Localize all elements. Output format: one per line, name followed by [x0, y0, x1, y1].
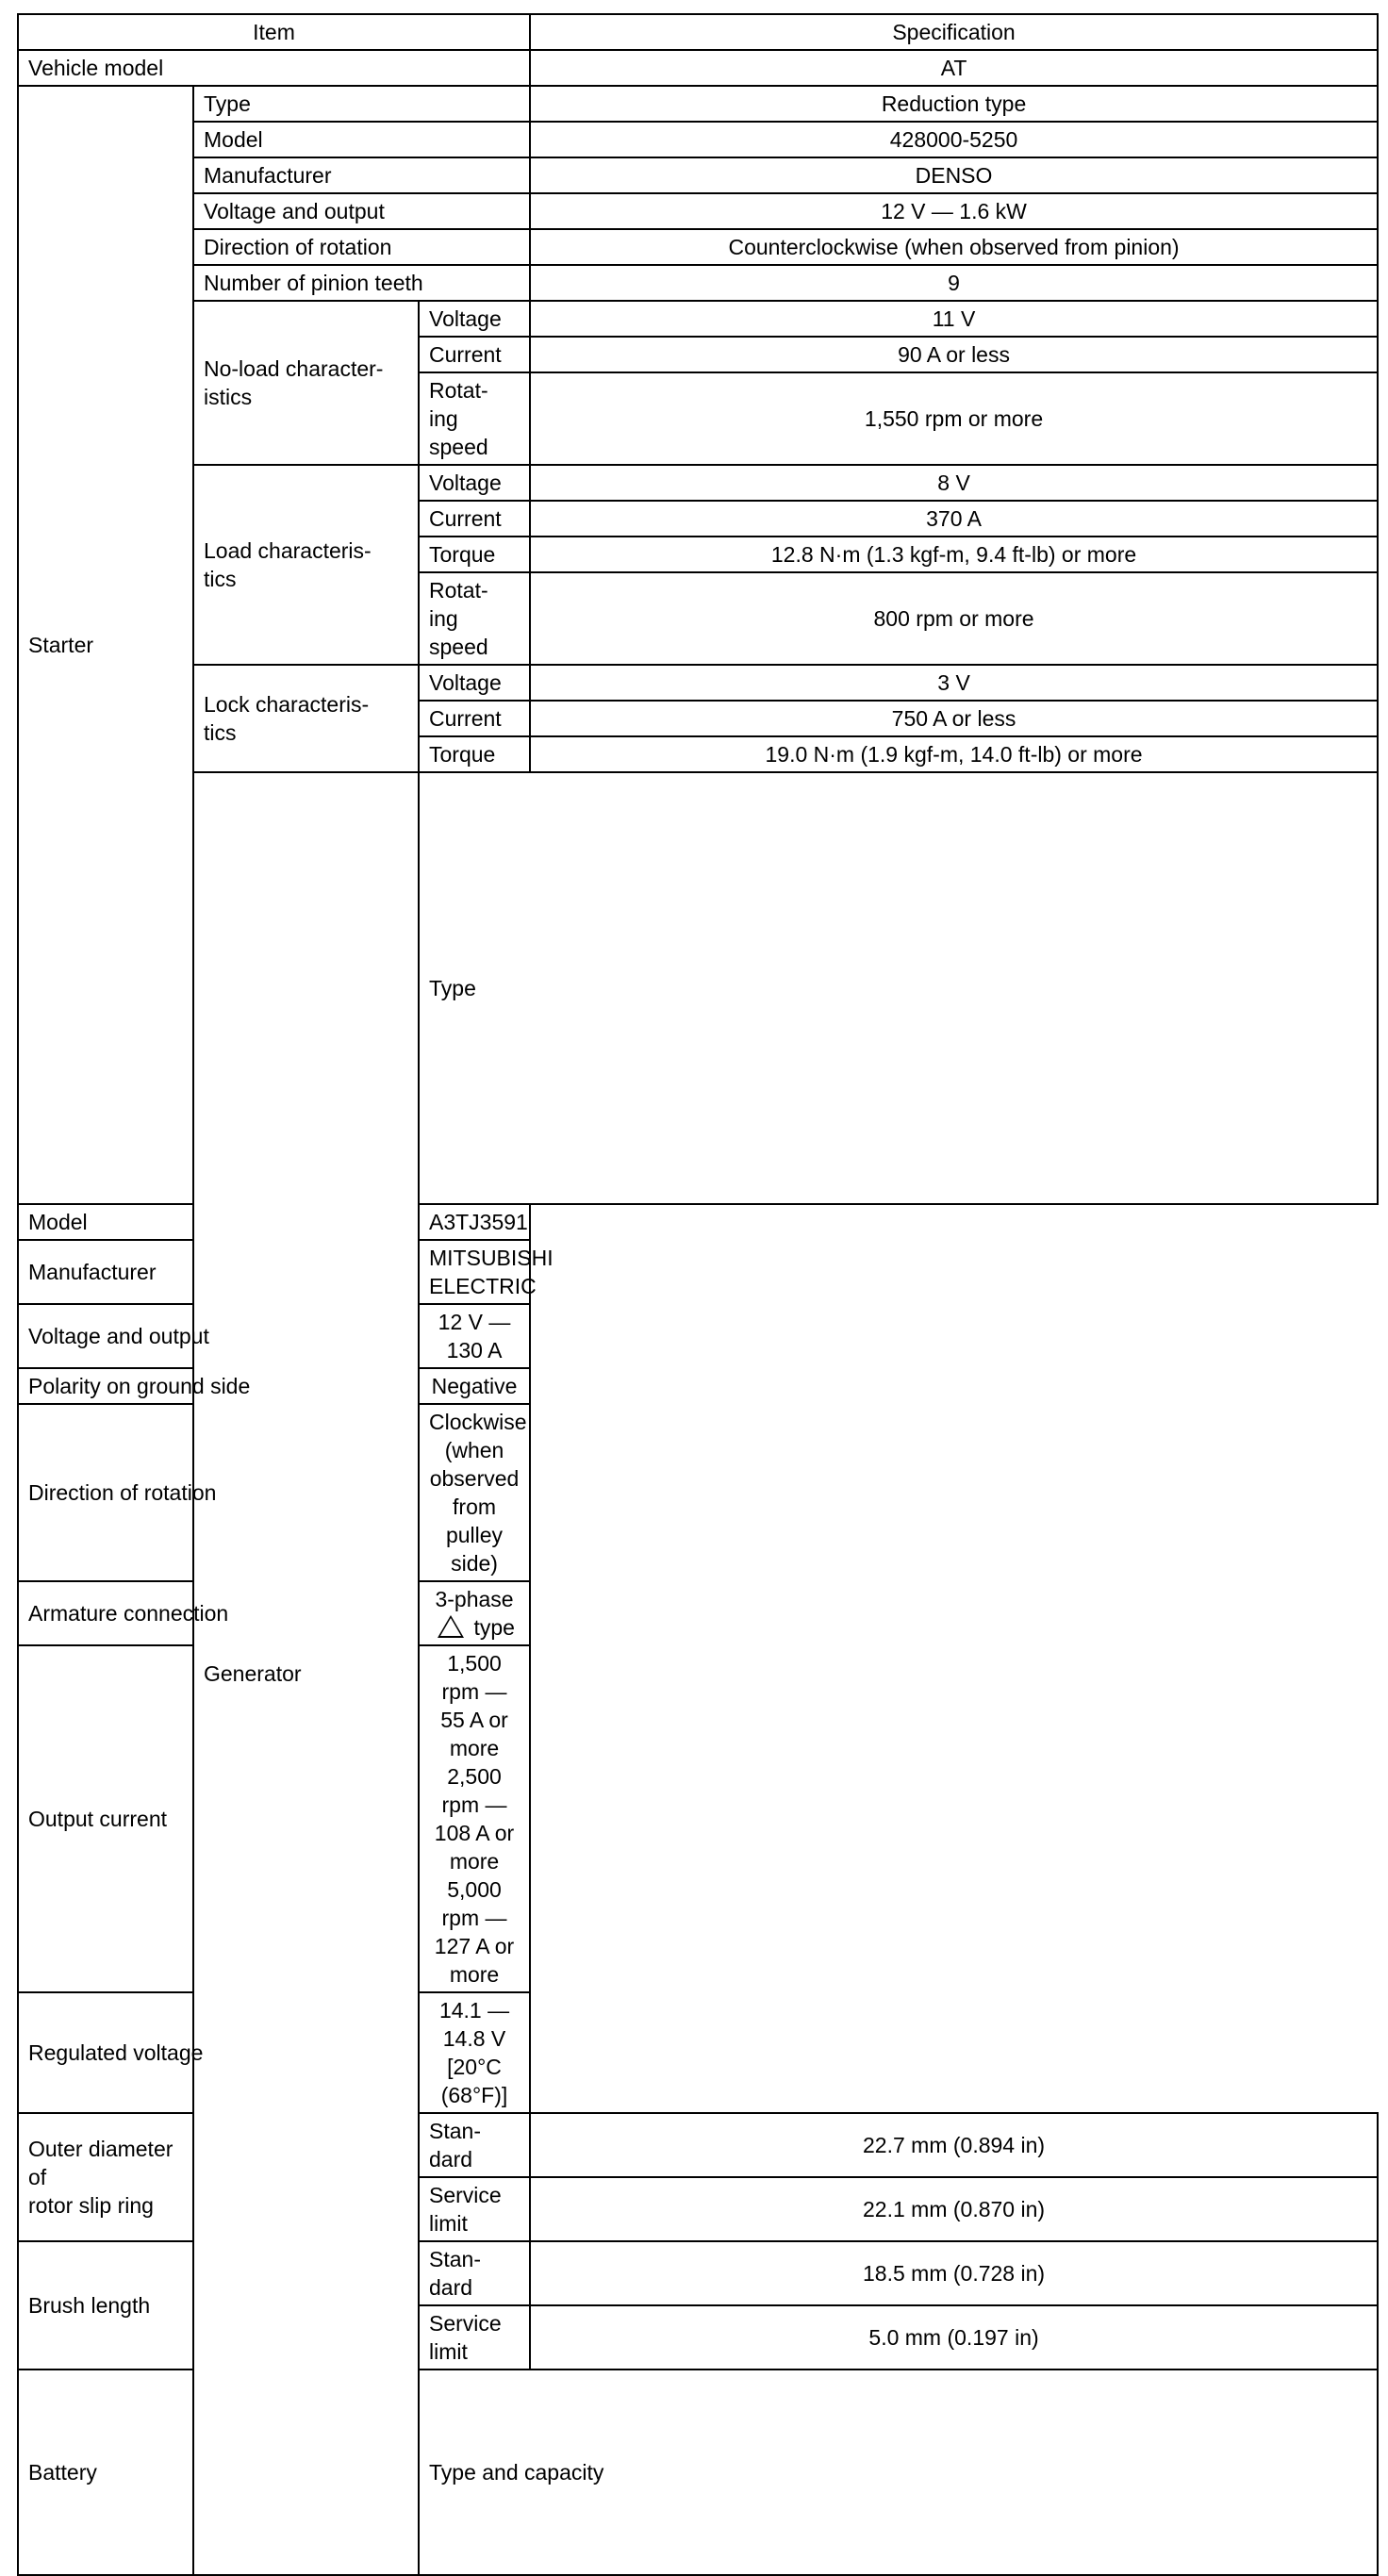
starter-voltage-output-value: 12 V — 1.6 kW [530, 193, 1378, 229]
generator-polarity-value: Negative [419, 1368, 530, 1404]
load-voltage-value: 8 V [530, 465, 1378, 501]
generator-regulated-voltage-label: Regulated voltage [18, 1992, 419, 2113]
battery-capacity-label: Type and capacity [419, 2370, 1378, 2575]
lock-voltage-label: Voltage [419, 665, 530, 701]
generator-output-current-value: 1,500 rpm — 55 A or more 2,500 rpm — 108 A or more 5,000 rpm — 127 A or more [419, 1645, 530, 1992]
starter-voltage-output-label: Voltage and output [193, 193, 530, 229]
generator-rotation-value: Clockwise (when observed from pulley side) [419, 1404, 530, 1581]
no-load-speed-label: Rotat- ing speed [419, 372, 530, 465]
table-row [18, 86, 1378, 122]
load-speed-value: 800 rpm or more [530, 572, 1378, 665]
header-row [18, 14, 1378, 50]
generator-voltage-output-label: Voltage and output [18, 1304, 419, 1368]
no-load-voltage-value: 11 V [530, 301, 1378, 337]
load-current-label: Current [419, 501, 530, 537]
generator-polarity-label: Polarity on ground side [18, 1368, 419, 1404]
starter-label: Starter [18, 86, 193, 1204]
armature-prefix: 3-phase [435, 1587, 514, 1611]
table-row [18, 772, 1378, 1204]
starter-type-value: Reduction type [530, 86, 1378, 122]
starter-type-label: Type [193, 86, 530, 122]
brush-standard-value: 18.5 mm (0.728 in) [530, 2241, 1378, 2305]
brush-standard-label: Stan- dard [419, 2241, 530, 2305]
armature-suffix: type [473, 1615, 515, 1640]
generator-armature-label: Armature connection [18, 1581, 419, 1645]
lock-torque-label: Torque [419, 736, 530, 772]
table-row [18, 1992, 1378, 2113]
lock-current-value: 750 A or less [530, 701, 1378, 736]
vehicle-model-value: AT [530, 50, 1378, 86]
no-load-current-label: Current [419, 337, 530, 372]
slip-ring-limit-label: Service limit [419, 2177, 530, 2241]
header-item: Item [18, 14, 530, 50]
brush-limit-label: Service limit [419, 2305, 530, 2370]
no-load-current-value: 90 A or less [530, 337, 1378, 372]
header-specification: Specification [530, 14, 1378, 50]
battery-label: Battery [18, 2370, 193, 2575]
brush-limit-value: 5.0 mm (0.197 in) [530, 2305, 1378, 2370]
table-row [18, 1581, 1378, 1645]
generator-label: Generator [193, 772, 419, 2575]
no-load-label: No-load character- istics [193, 301, 419, 465]
starter-manufacturer-value: DENSO [530, 157, 1378, 193]
starter-rotation-label: Direction of rotation [193, 229, 530, 265]
lock-torque-value: 19.0 N·m (1.9 kgf-m, 14.0 ft-lb) or more [530, 736, 1378, 772]
generator-rotation-label: Direction of rotation [18, 1404, 419, 1581]
table-row [18, 1368, 1378, 1404]
table-row [18, 193, 1378, 229]
starter-manufacturer-label: Manufacturer [193, 157, 530, 193]
load-current-value: 370 A [530, 501, 1378, 537]
generator-manufacturer-label: Manufacturer [18, 1240, 419, 1304]
no-load-speed-value: 1,550 rpm or more [530, 372, 1378, 465]
load-label: Load characteris- tics [193, 465, 419, 665]
vehicle-model-label: Vehicle model [18, 50, 530, 86]
lock-label: Lock characteris- tics [193, 665, 419, 772]
table-row [18, 1204, 1378, 1240]
generator-voltage-output-value: 12 V — 130 A [419, 1304, 530, 1368]
table-row [18, 265, 1378, 301]
generator-regulated-voltage-value: 14.1 — 14.8 V [20°C (68°F)] [419, 1992, 530, 2113]
slip-ring-label: Outer diameter of rotor slip ring [18, 2113, 193, 2241]
slip-ring-standard-label: Stan- dard [419, 2113, 530, 2177]
table-row [18, 50, 1378, 86]
load-speed-label: Rotat- ing speed [419, 572, 530, 665]
load-torque-value: 12.8 N·m (1.3 kgf-m, 9.4 ft-lb) or more [530, 537, 1378, 572]
lock-current-label: Current [419, 701, 530, 736]
slip-ring-standard-value: 22.7 mm (0.894 in) [530, 2113, 1378, 2177]
table-row [18, 229, 1378, 265]
table-row [18, 301, 1378, 337]
table-row [18, 122, 1378, 157]
table-row [18, 665, 1378, 701]
generator-model-label: Model [18, 1204, 419, 1240]
table-row [18, 465, 1378, 501]
generator-manufacturer-value: MITSUBISHI ELECTRIC [419, 1240, 530, 1304]
load-torque-label: Torque [419, 537, 530, 572]
generator-output-current-label: Output current [18, 1645, 419, 1992]
delta-triangle-icon [438, 1615, 464, 1638]
table-row [18, 157, 1378, 193]
table-row [18, 1645, 1378, 1992]
table-row [18, 1404, 1378, 1581]
brush-length-label: Brush length [18, 2241, 193, 2370]
generator-type-label: Type [419, 772, 1378, 1204]
starter-pinion-teeth-value: 9 [530, 265, 1378, 301]
starter-pinion-teeth-label: Number of pinion teeth [193, 265, 530, 301]
starter-model-value: 428000-5250 [530, 122, 1378, 157]
specification-table [17, 13, 1379, 2576]
load-voltage-label: Voltage [419, 465, 530, 501]
generator-model-value: A3TJ3591 [419, 1204, 530, 1240]
no-load-voltage-label: Voltage [419, 301, 530, 337]
table-row [18, 1304, 1378, 1368]
slip-ring-limit-value: 22.1 mm (0.870 in) [530, 2177, 1378, 2241]
generator-armature-value [419, 1581, 530, 1645]
table-row [18, 1240, 1378, 1304]
starter-rotation-value: Counterclockwise (when observed from pinion) [530, 229, 1378, 265]
lock-voltage-value: 3 V [530, 665, 1378, 701]
starter-model-label: Model [193, 122, 530, 157]
